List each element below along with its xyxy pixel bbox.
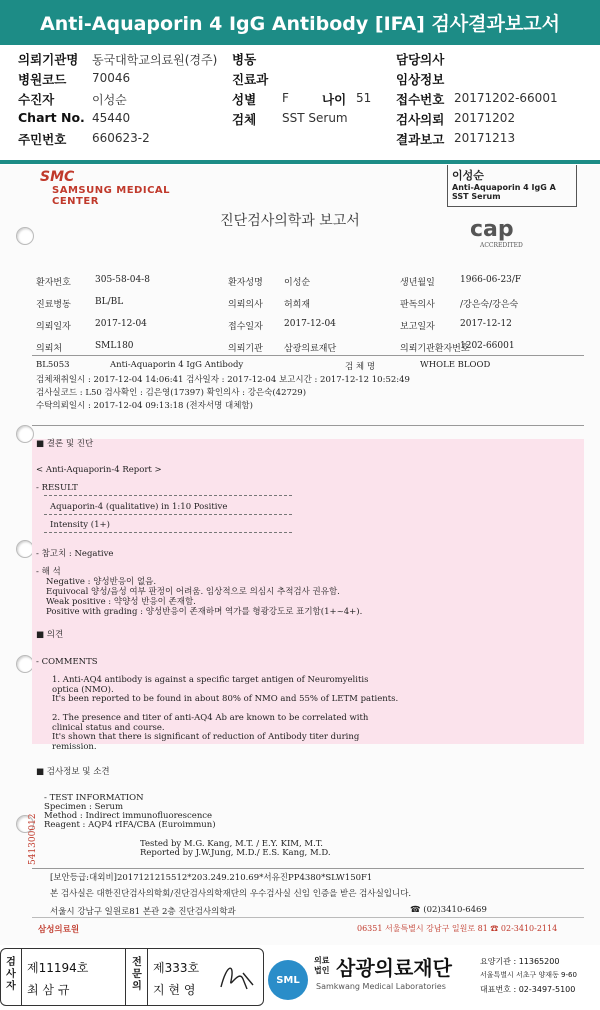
grid-value: 허희재 [284,300,311,310]
divider [21,949,22,1005]
org-phone: 대표번호 : 02-3497-5100 [480,985,576,994]
certification-text: 본 검사실은 대한진단검사의학회/진단검사의학재단의 우수검사실 신임 인증을 받은 검사실입니다. [50,889,412,899]
inspector-label: 검사자 [6,957,16,992]
doctor-license: 제333호 [153,961,200,975]
grid-label: 판독의사 [400,300,435,310]
info-label: 검사의뢰 [396,112,445,127]
test-info-line: - TEST INFORMATION [44,793,144,803]
info-label: 병원코드 [18,72,67,87]
detail-line: 수탁의뢰일시 : 2017-12-04 09:13:18 (전자서명 대체함) [36,401,253,411]
sml-logo: SML [268,960,308,1000]
smc-logo [40,169,200,207]
tested-by-line: Reported by J.W.Jung, M.D./ E.S. Kang, M.D. [140,848,331,858]
divider [125,949,126,1005]
header-separator [0,160,600,164]
divider [147,949,148,1005]
grid-value: BL/BL [95,297,124,307]
comment-line: 2. The presence and titer of anti-AQ4 Ab are known to be correlated with [52,713,369,723]
scan-report-title: 진단검사의학과 보고서 [220,213,360,229]
barcode-number [28,765,42,865]
comments-title: - COMMENTS [36,657,98,667]
result-label: - RESULT [36,483,78,493]
report-title: Anti-Aquaporin 4 IgG Antibody [IFA] 검사결과보고서 [40,13,560,35]
info-value: 이성순 [92,93,127,107]
info-label: 병동 [232,52,257,67]
grid-value: /강은숙/강은숙 [460,300,519,310]
grid-label: 의뢰기관환자번호 [400,344,470,354]
info-label: 의뢰기관명 [18,52,79,67]
detail-line: 검사실코드 : L50 검사확인 : 김은영(17397) 확인의사 : 강은숙(42729) [36,388,307,398]
grid-label: 생년월일 [400,278,435,288]
cap-accreditation-logo [470,217,550,257]
org-address: 서울특별시 서초구 양재동 9-60 [480,971,577,979]
info-value: 20171202 [454,111,516,125]
grid-label: 진료병동 [36,300,71,310]
info-label: 담당의사 [396,52,445,67]
stamp-patient-name: 이성순 [452,169,484,182]
grid-label: 의뢰기관 [228,344,263,354]
info-value: 51 [356,91,372,105]
interpretation-line: Equivocal 양성/음성 여부 판정이 어려움. 임상적으로 의심시 추적검사 권유함. [46,587,340,597]
info-value: 45440 [92,111,131,125]
grid-label: 의뢰일자 [36,322,71,332]
report-title-bar [0,0,600,45]
comment-line: It's shown that there is significant of reduction of Antibody titer during [52,732,360,742]
grid-value: 2017-12-04 [95,319,147,329]
info-value: 20171202-66001 [454,91,558,105]
info-label: 나이 [322,92,347,107]
info-label: 진료과 [232,72,269,87]
barcode-text: 541300012 [28,813,38,865]
info-label: 검체 [232,112,257,127]
grid-label: 의뢰처 [36,344,63,354]
info-label: Chart No. [18,110,85,125]
comment-line: It's been reported to be found in about 80% of NMO and 55% of LETM patients. [52,694,399,704]
specimen-label: 검 체 명 [345,362,376,372]
grid-label: 환자성명 [228,278,263,288]
interpretation-title: - 해 석 [36,567,61,577]
grid-value: SML180 [95,341,134,351]
grid-label: 의뢰의사 [228,300,263,310]
grid-label: 환자번호 [36,278,71,288]
grid-value: 1966-06-23/F [460,275,522,285]
grid-label: 접수일자 [228,322,263,332]
test-info-line: Reagent : AQP4 rIFA/CBA (Euroimmun) [44,820,216,830]
inspector-license: 제11194호 [27,961,89,975]
section-opinion: ■ 의견 [36,630,64,640]
info-label: 주민번호 [18,132,67,147]
sml-branding [268,950,600,1006]
smc-logo-text: SAMSUNG MEDICAL CENTER [52,185,171,207]
info-value: SST Serum [282,111,348,125]
info-label: 수진자 [18,92,55,107]
stamp-specimen: SST Serum [452,192,501,201]
comment-line: clinical status and course. [52,722,165,733]
interpretation-line: Negative : 양성반응이 없음. [46,577,157,587]
grid-value: 1202-66001 [460,341,515,351]
info-value: F [282,91,289,105]
info-label: 접수번호 [396,92,445,107]
interpretation-line: Weak positive : 약양성 반응이 존재함. [46,597,196,607]
dash-line [44,532,292,533]
comment-line: optica (NMO). [52,684,114,695]
comment-line: 1. Anti-AQ4 antibody is against a specific target antigen of Neuromyelitis [52,675,369,685]
info-value: 동국대학교의료원(경주) [92,53,218,67]
dash-line [44,514,292,515]
tested-by-line: Tested by M.G. Kang, M.T. / E.Y. KIM, M.T. [140,839,323,849]
patient-info-panel [0,46,600,158]
grid-value: 2017-12-12 [460,319,512,329]
section-result: ■ 결론 및 진단 [36,439,94,449]
detail-line: 검체채취일시 : 2017-12-04 14:06:41 검사일자 : 2017-12-04 보고시간 : 2017-12-12 10:52:49 [36,375,410,385]
report-header: < Anti-Aquaporin-4 Report > [36,465,162,475]
lab-phone: ☎ (02)3410-6469 [410,905,487,915]
cap-accredited-text: ACCREDITED [480,242,523,249]
info-value: 660623-2 [92,131,150,145]
scan-footer [32,917,584,937]
print-info: [보안등급:대외비]2017121215512*203.249.210.69*서유진PP4380*SLW150F1 [50,873,373,883]
info-value: 20171213 [454,131,516,145]
dash-line [44,495,292,496]
specimen-stamp [447,165,577,207]
permit-number: 요양기관 : 11365200 [480,957,560,966]
org-name: 삼광의료재단 [336,956,452,980]
doctor-signature [217,959,257,995]
org-english-name: Samkwang Medical Laboratories [316,982,446,991]
binder-hole [16,227,34,245]
doctor-label: 전문의 [132,957,142,992]
lab-address: 서울시 강남구 일원로81 본관 2층 진단검사의학과 [50,907,236,917]
signature-box [0,948,264,1006]
grid-value: 삼광의료재단 [284,344,337,354]
cap-mark: cap [470,217,514,242]
section-test-info: ■ 검사정보 및 소견 [36,767,110,777]
inspector-name: 최 삼 규 [27,983,70,997]
signature-footer [0,946,600,1010]
info-label: 성별 [232,92,257,107]
info-value: 70046 [92,71,131,85]
reference-range: - 참고치 : Negative [36,549,114,559]
test-name: Anti-Aquaporin 4 IgG Antibody [110,360,244,370]
divider [32,868,584,869]
divider [32,425,584,426]
info-label: 임상정보 [396,72,445,87]
info-label: 결과보고 [396,132,445,147]
grid-value: 이성순 [284,278,311,288]
doctor-name: 지 현 영 [153,983,196,997]
grid-value: 2017-12-04 [284,319,336,329]
smc-logo-mark: SMC [40,169,75,185]
scanned-report [0,165,600,945]
result-line-1: Aquaporin-4 (qualitative) in 1:10 Positive [50,502,228,512]
stamp-test-name: Anti-Aquaporin 4 IgG A [452,183,556,192]
comment-line: remission. [52,741,97,752]
test-info-line: Specimen : Serum [44,802,124,812]
test-info-line: Method : Indirect immunofluorescence [44,811,213,821]
result-line-2: Intensity (1+) [50,520,110,530]
org-prefix: 의료법인 [314,956,330,975]
test-code: BL5053 [36,360,70,370]
divider [32,355,584,356]
footer-address: 06351 서울특별시 강남구 일원로 81 ☎ 02-3410-2114 [357,924,558,933]
grid-label: 보고일자 [400,322,435,332]
footer-hospital: 삼성의료원 [38,925,80,935]
grid-value: 305-58-04-8 [95,275,150,285]
specimen-value: WHOLE BLOOD [420,360,491,370]
interpretation-line: Positive with grading : 양성반응이 존재하며 역가를 형광강도로 표기함(1+~4+). [46,607,363,617]
